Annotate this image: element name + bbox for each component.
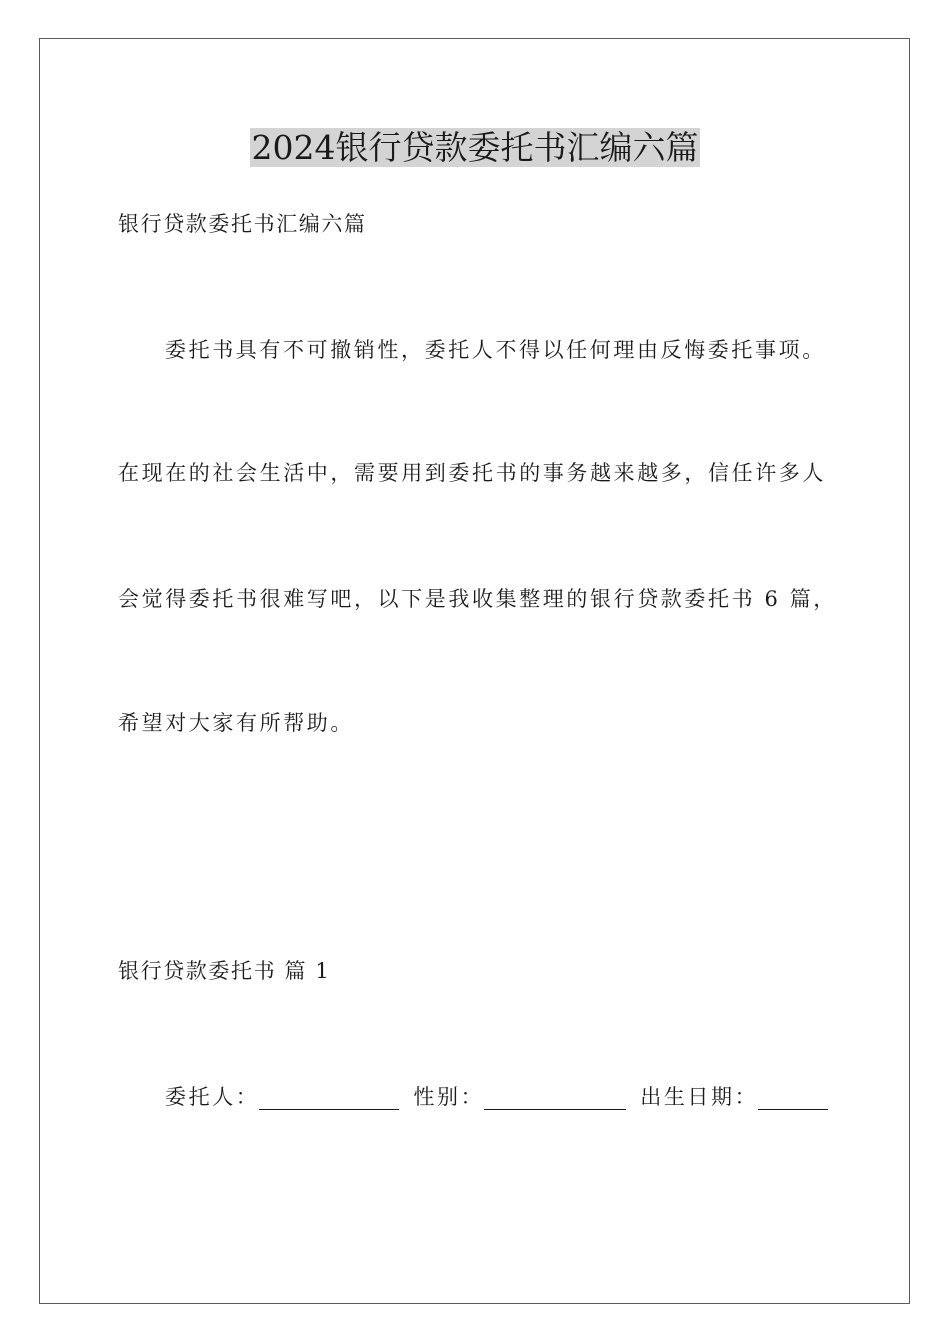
birthdate-label: 出生日期： bbox=[640, 1085, 759, 1109]
document-title-text: 2024银行贷款委托书汇编六篇 bbox=[251, 128, 699, 167]
document-title bbox=[0, 128, 950, 168]
principal-blank bbox=[259, 1087, 399, 1110]
paragraph-line-1: 委托书具有不可撤销性，委托人不得以任何理由反悔委托事项。 bbox=[165, 338, 826, 362]
section-heading: 银行贷款委托书 篇 1 bbox=[118, 959, 331, 983]
principal-label: 委托人： bbox=[165, 1085, 260, 1109]
paragraph-line-4: 希望对大家有所帮助。 bbox=[118, 711, 354, 735]
document-subtitle: 银行贷款委托书汇编六篇 bbox=[118, 212, 367, 236]
gender-label: 性别： bbox=[413, 1085, 485, 1109]
birthdate-blank bbox=[758, 1087, 828, 1110]
gender-blank bbox=[484, 1087, 626, 1110]
paragraph-line-3: 会觉得委托书很难写吧，以下是我收集整理的银行贷款委托书 6 篇， bbox=[118, 587, 837, 611]
paragraph-line-2: 在现在的社会生活中，需要用到委托书的事务越来越多，信任许多人 bbox=[118, 461, 826, 485]
principal-info-row bbox=[165, 1082, 828, 1112]
